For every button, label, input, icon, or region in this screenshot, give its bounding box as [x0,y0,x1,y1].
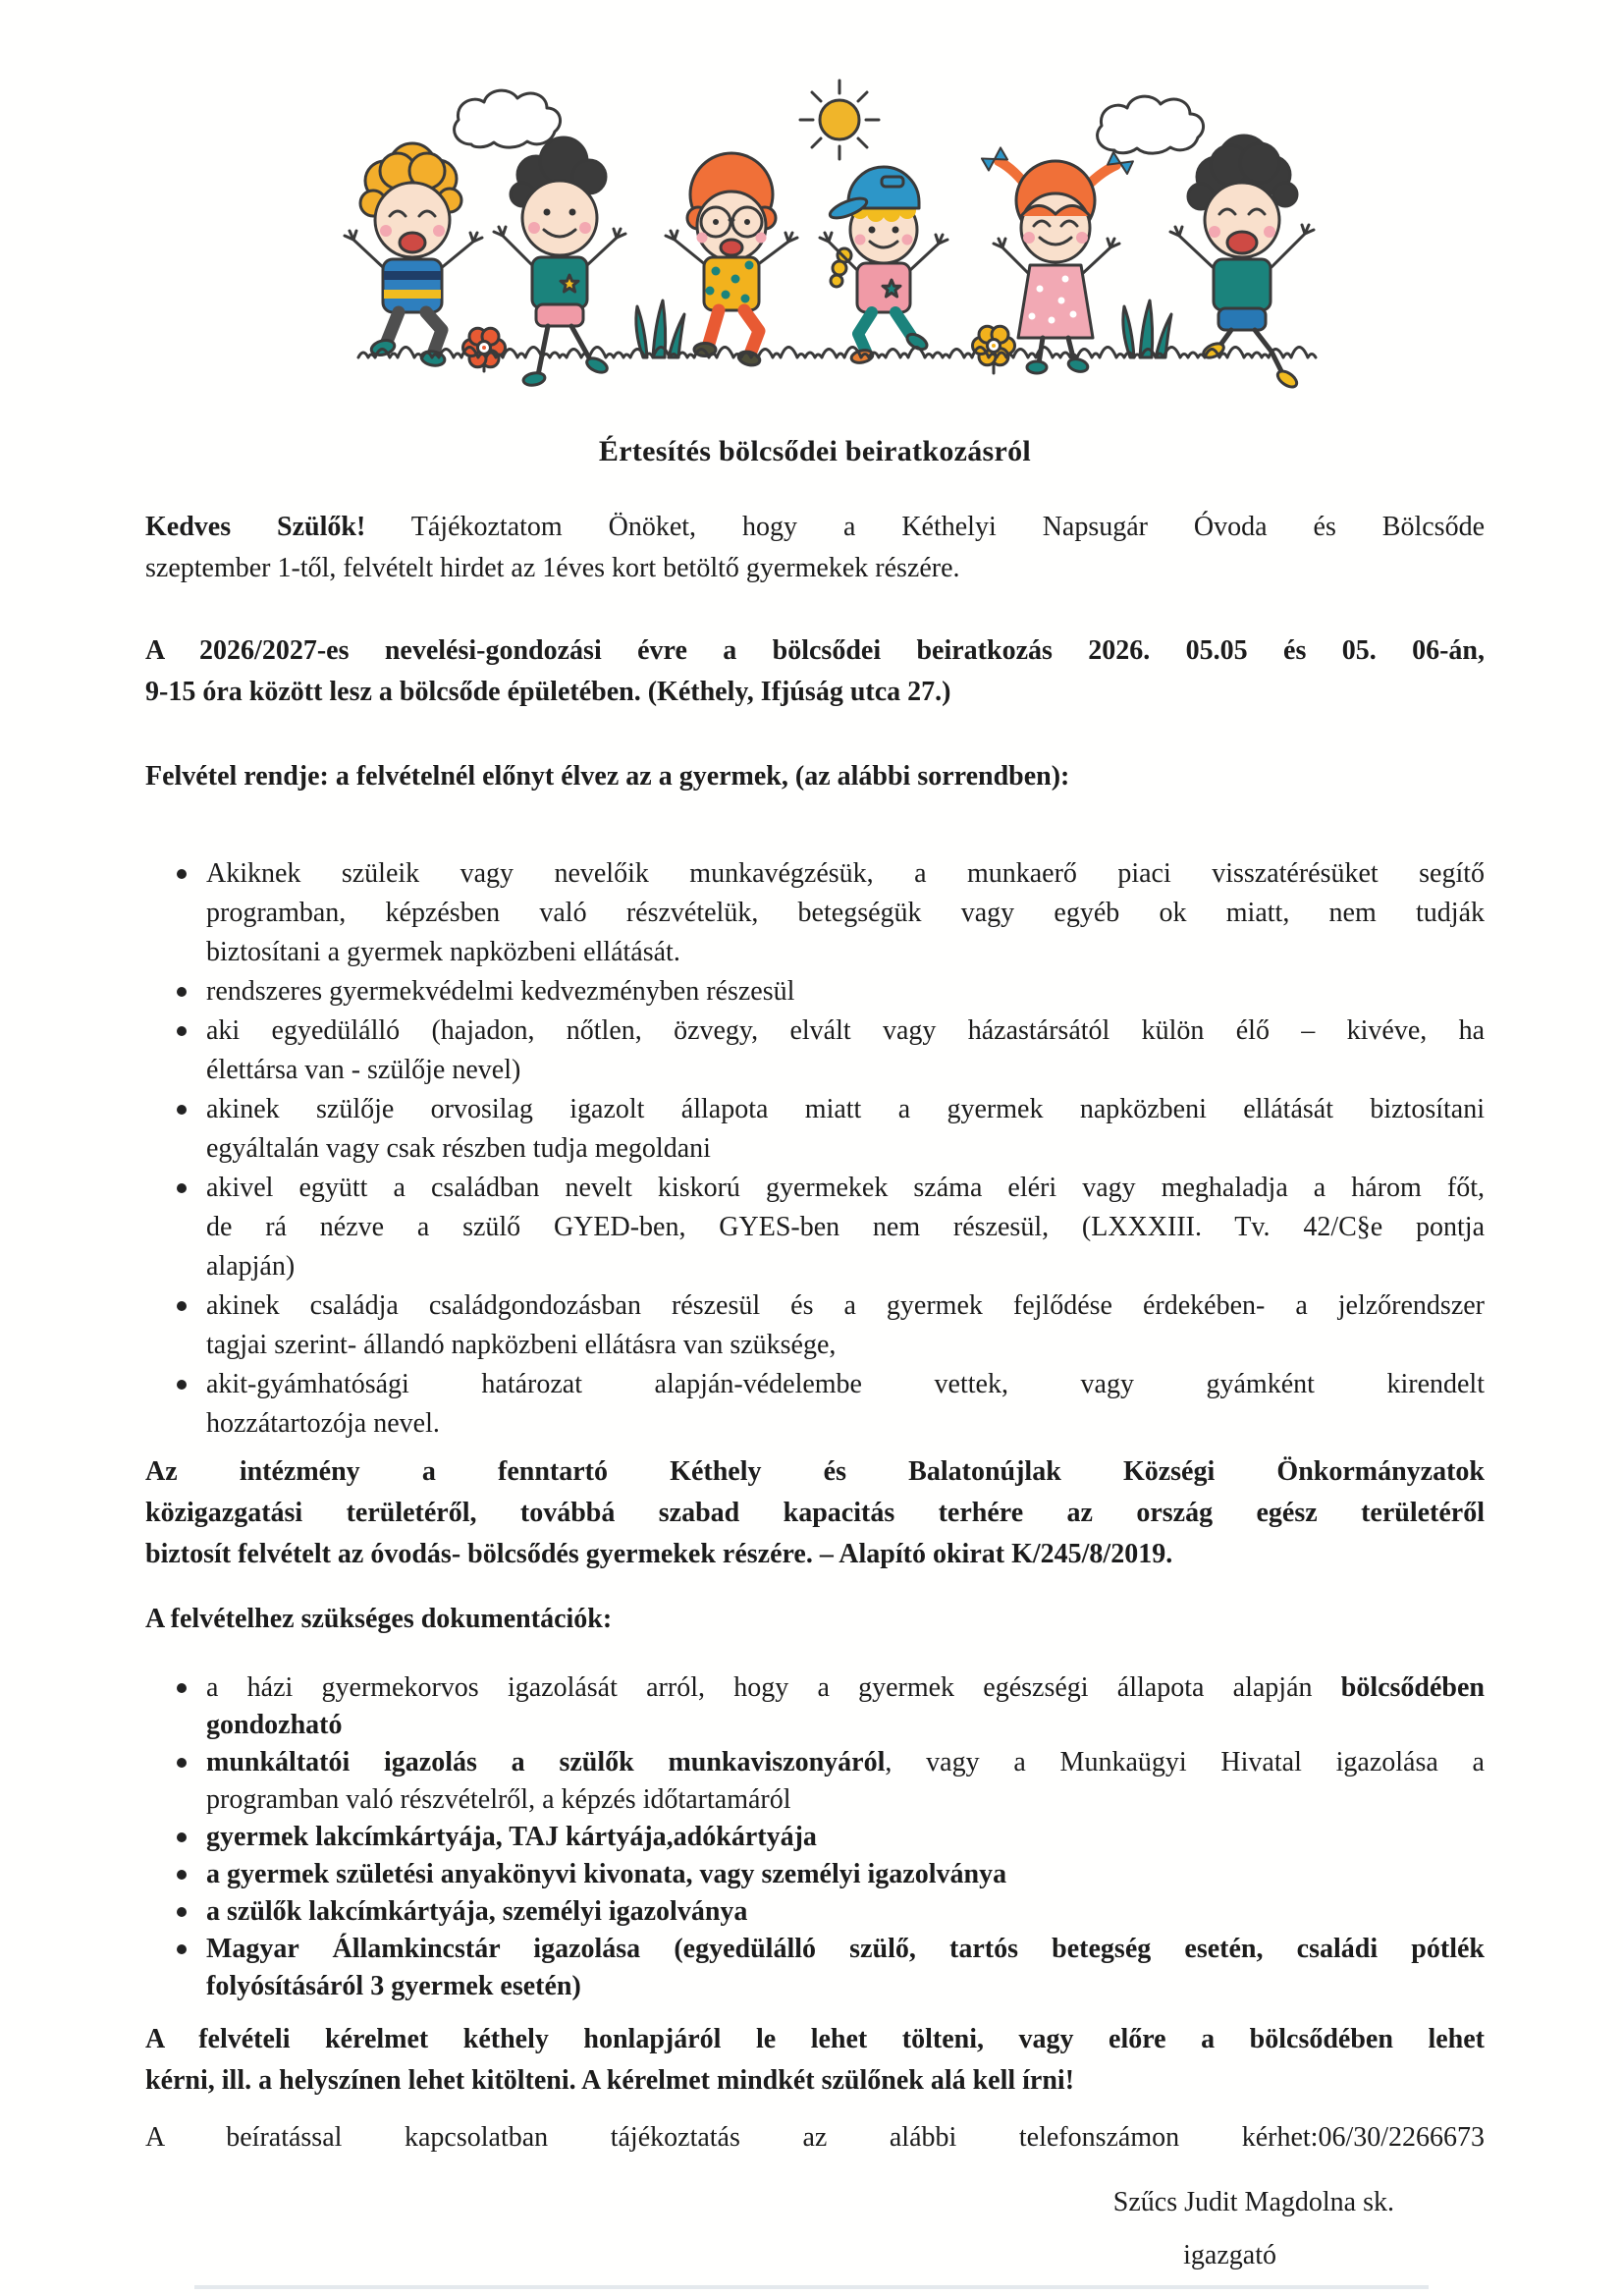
page-title: Értesítés bölcsődei beiratkozásról [598,435,1032,467]
closing-note: A felvételi kérelmet kéthely honlapjáról le lehet tölteni, vagy előre a bölcsődében lehet kérni, ill. a helyszínen lehet kitölteni. A kérelmet mindkét szülőnek alá kell írni! [145,2024,1485,2096]
enrollment-notice: A 2026/2027-es nevelési-gondozási évre a bölcsődei beiratkozás 2026. 05.05 és 05. 06-án, 9-15 óra között lesz a bölcsőde épületében. (Kéthely, Ifjúság utca 27.) [145,635,1485,707]
list-item: a szülők lakcímkártyája, személyi igazolványa [206,1893,1485,1931]
cloud-icon [1098,96,1204,153]
intro-line-2: szeptember 1-től, felvételt hirdet az 1éves kort betöltő gyermekek részére. [145,553,960,583]
scan-artifact-line [194,2285,1428,2289]
flower-icon [973,326,1015,365]
child-cap-boy [820,167,947,364]
children-illustration [319,51,1365,390]
list-item: akit-gyámhatósági határozat alapján-védelembe vettek, vagy gyámként kirendelt hozzátartozója nevel. [206,1365,1485,1444]
documents-heading: A felvételhez szükséges dokumentációk: [145,1604,613,1634]
sun-icon [800,81,879,159]
contact-note: A beíratással kapcsolatban tájékoztatás az alábbi telefonszámon kérhet:06/30/2266673 [145,2122,1485,2153]
grass-tuft-icon [636,301,684,357]
signature-name: Szűcs Judit Magdolna sk. [1112,2187,1394,2217]
list-item: a gyermek születési anyakönyvi kivonata, vagy személyi igazolványa [206,1856,1485,1893]
institution-note: Az intézmény a fenntartó Kéthely és Balatonújlak Községi Önkormányzatok közigazgatási területéről, továbbá szabad kapacitás terhére az ország egész területéről biztosít felvételt az óvodás- bölcsődés gyermekek részére. – Alapító okirat K/245/8/2019. [145,1456,1485,1569]
document-body [145,434,1485,2274]
priority-list [145,854,1485,1444]
list-item: akinek családja családgondozásban részesül és a gyermek fejlődése érdekében- a jelzőrendszer tagjai szerint- állandó napközbeni ellátásra van szüksége, [206,1286,1485,1365]
intro-paragraph [145,507,1485,589]
list-item: rendszeres gyermekvédelmi kedvezményben részesül [206,972,1485,1011]
list-item: Magyar Államkincstár igazolása (egyedülálló szülő, tartós betegség esetén, családi pótlék folyósításáról 3 gyermek esetén) [206,1931,1485,2005]
intro-line-1: Kedves Szülők! Tájékoztatom Önöket, hogy a Kéthelyi Napsugár Óvoda és Bölcsőde [145,512,1486,542]
signature-title: igazgató [1183,2240,1276,2270]
list-item: aki egyedülálló (hajadon, nőtlen, özvegy, elvált vagy házastársától külön élő – kivéve, ha élettársa van - szülője nevel) [206,1011,1485,1090]
priority-heading: Felvétel rendje: a felvételnél előnyt élvez az a gyermek, (az alábbi sorrendben): [145,761,1070,792]
cloud-icon [455,90,561,147]
child-glasses-kid [666,153,797,367]
list-item: a házi gyermekorvos igazolását arról, hogy a gyermek egészségi állapota alapján bölcsődében gondozható [206,1669,1485,1744]
documents-list [145,1669,1485,2005]
intro-lead: Kedves Szülők! [145,512,366,542]
list-item: akinek szülője orvosilag igazolt állapota miatt a gyermek napközbeni ellátását biztosítani egyáltalán vagy csak részben tudja megoldani [206,1090,1485,1169]
child-blonde-boy [345,143,482,367]
list-item: munkáltatói igazolás a szülők munkaviszonyáról, vagy a Munkaügyi Hivatal igazolása a programban való részvételről, a képzés időtartamáról [206,1744,1485,1819]
list-item: akivel együtt a családban nevelt kiskorú gyermekek száma eléri vagy meghaladja a három főt, de rá nézve a szülő GYED-ben, GYES-ben nem részesül, (LXXXIII. Tv. 42/C§e pontja alapján) [206,1169,1485,1286]
list-item: Akiknek szüleik vagy nevelőik munkavégzésük, a munkaerő piaci visszatérésüket segítő programban, képzésben való részvételük, betegségük vagy egyéb ok miatt, nem tudják biztosítani a gyermek napközbeni ellátását. [206,854,1485,972]
list-item: gyermek lakcímkártyája, TAJ kártyája,adókártyája [206,1819,1485,1856]
